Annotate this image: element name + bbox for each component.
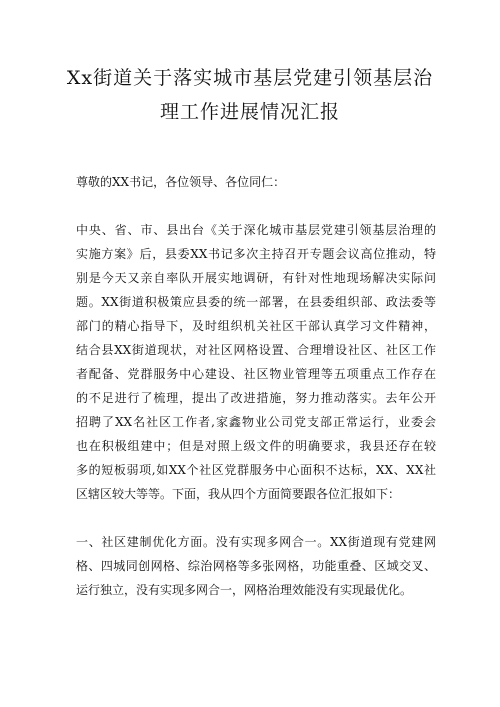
paragraph-1-line: 者配备、党群服务中心建设、社区物业管理等五项重点工作存在: [76, 367, 436, 381]
paragraph-1-line: 中央、省、市、县出台《关于深化城市基层党建引领基层治理的: [76, 223, 436, 237]
salutation: 尊敬的XX书记，各位领导、各位同仁：: [76, 175, 286, 189]
paragraph-2-line: 运行独立，没有实现多网合一，网格治理效能没有实现最优化。: [76, 583, 413, 597]
document-title-line-1: Xx街道关于落实城市基层党建引领基层治: [66, 67, 434, 89]
paragraph-1-line: 招聘了XX名社区工作者,家鑫物业公司党支部正常运行，业委会: [76, 415, 436, 429]
paragraph-1-line: 部门的精心指导下，及时组织机关社区干部认真学习文件精神，: [76, 319, 436, 333]
paragraph-2-line: 格、四城同创网格、综治网格等多张网格，功能重叠、区域交叉、: [76, 559, 436, 573]
paragraph-1-line: 结合县XX街道现状，对社区网格设置、合理增设社区、社区工作: [76, 343, 436, 357]
paragraph-1-line: 题。XX街道积极策应县委的统一部署，在县委组织部、政法委等: [76, 295, 436, 309]
paragraph-1-line: 别是今天又亲自率队开展实地调研，有针对性地现场解决实际问: [76, 271, 436, 285]
paragraph-1-line: 多的短板弱项,如XX个社区党群服务中心面积不达标，XX、XX社: [76, 463, 436, 477]
paragraph-1-line: 实施方案》后，县委XX书记多次主持召开专题会议高位推动，特: [76, 247, 436, 261]
paragraph-2-line: 一、社区建制优化方面。没有实现多网合一。XX街道现有党建网: [76, 535, 436, 549]
paragraph-1-line: 的不足进行了梳理，提出了改进措施，努力推动落实。去年公开: [76, 391, 436, 405]
paragraph-1-line: 区辖区较大等等。下面，我从四个方面简要跟各位汇报如下：: [76, 487, 401, 501]
document-title-line-2: 理工作进展情况汇报: [159, 101, 340, 123]
paragraph-1-line: 也在积极组建中；但是对照上级文件的明确要求，我县还存在较: [76, 439, 436, 453]
